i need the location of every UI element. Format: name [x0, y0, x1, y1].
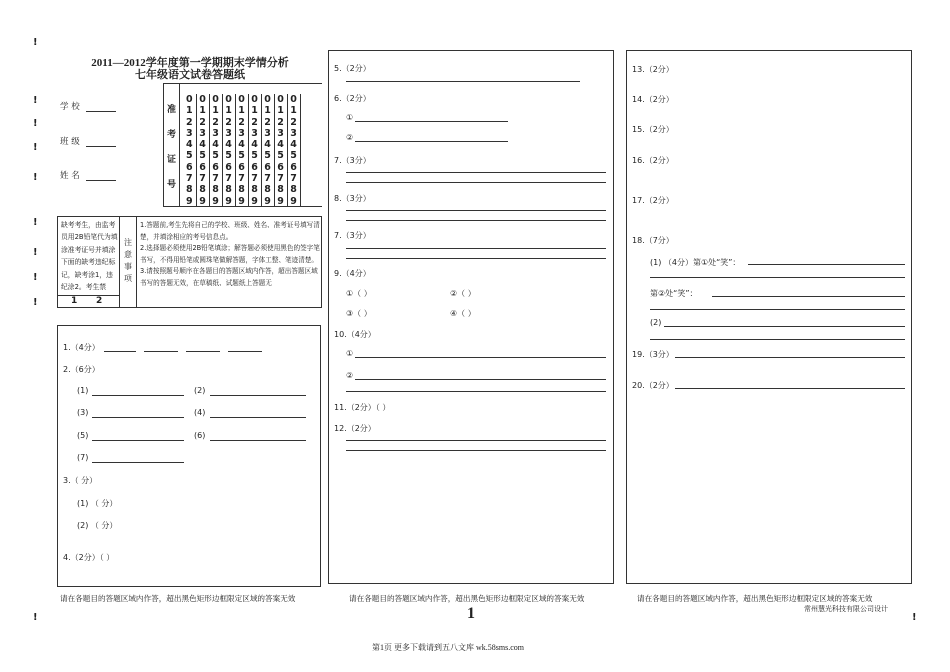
digit-cell[interactable]: 9 [209, 196, 222, 207]
q7a-label: 7.（3分） [334, 156, 371, 165]
digit-cell[interactable]: 3 [222, 128, 235, 139]
school-label: 学 校 [60, 102, 80, 112]
q8-line-2[interactable] [346, 220, 606, 221]
q2-item-7: (7) [77, 453, 89, 462]
q1-line-3[interactable] [186, 351, 220, 352]
q1-line-2[interactable] [144, 351, 178, 352]
digit-cell[interactable]: 5 [274, 150, 287, 161]
q9-item-1: ①（ ） [346, 289, 372, 298]
corner-mark-l7: ! [33, 272, 38, 283]
q3-label: 3.（ 分） [63, 476, 98, 485]
digit-cell[interactable]: 2 [261, 117, 274, 128]
q6-item-1: ① [346, 113, 354, 122]
digit-cell[interactable]: 2 [235, 117, 248, 128]
q18-part2: (2) [650, 318, 662, 327]
class-field[interactable] [60, 135, 116, 147]
digit-cell[interactable]: 5 [235, 150, 248, 161]
digit-cell[interactable]: 4 [222, 139, 235, 150]
corner-mark-l6: ! [33, 247, 38, 258]
digit-cell[interactable]: 0 [196, 94, 209, 105]
digit-cell[interactable]: 9 [274, 196, 287, 207]
digit-cell[interactable]: 8 [274, 184, 287, 195]
digit-cell[interactable]: 5 [248, 150, 261, 161]
q2-label: 2.（6分） [63, 365, 100, 374]
corner-mark-bl: ! [33, 612, 38, 623]
digit-cell[interactable]: 2 [248, 117, 261, 128]
digit-cell[interactable]: 7 [196, 173, 209, 184]
digit-cell[interactable]: 4 [183, 139, 196, 150]
q12-line-2[interactable] [346, 450, 606, 451]
q19-label: 19.（3分） [632, 350, 674, 359]
q9-item-4: ④（ ） [450, 309, 476, 318]
q7a-line-1[interactable] [346, 172, 606, 173]
digit-cell[interactable]: 3 [183, 128, 196, 139]
digit-cell[interactable]: 9 [287, 196, 300, 207]
digit-cell[interactable]: 2 [209, 117, 222, 128]
digit-cell[interactable]: 2 [222, 117, 235, 128]
q18-line-4[interactable] [650, 309, 905, 310]
digit-cell[interactable]: 6 [222, 162, 235, 173]
exam-number-grid[interactable] [183, 94, 301, 207]
q6-label: 6.（2分） [334, 94, 371, 103]
digit-cell[interactable]: 2 [183, 117, 196, 128]
digit-cell[interactable]: 0 [261, 94, 274, 105]
digit-cell[interactable]: 1 [222, 105, 235, 116]
digit-cell[interactable]: 0 [183, 94, 196, 105]
q5-line[interactable] [346, 81, 580, 82]
corner-mark-l4: ! [33, 172, 38, 183]
q3-item-2: (2) （ 分） [77, 521, 118, 530]
school-field[interactable] [60, 100, 116, 112]
q2-line-6[interactable] [210, 440, 306, 441]
name-label: 姓 名 [60, 171, 80, 181]
q20-label: 20.（2分） [632, 381, 674, 390]
digit-cell[interactable]: 6 [196, 162, 209, 173]
digit-cell[interactable]: 1 [183, 105, 196, 116]
q12-label: 12.（2分） [334, 424, 376, 433]
digit-cell[interactable]: 5 [209, 150, 222, 161]
digit-cell[interactable]: 3 [196, 128, 209, 139]
digit-cell[interactable]: 6 [261, 162, 274, 173]
digit-cell[interactable]: 5 [287, 150, 300, 161]
digit-cell[interactable]: 0 [248, 94, 261, 105]
notice-box [119, 216, 322, 308]
q18-line-2[interactable] [650, 277, 905, 278]
digit-cell[interactable]: 3 [235, 128, 248, 139]
corner-mark-l1: ! [33, 95, 38, 106]
digit-cell[interactable]: 1 [261, 105, 274, 116]
digit-cell[interactable]: 4 [261, 139, 274, 150]
q10-item-1: ① [346, 349, 354, 358]
q2-line-2[interactable] [210, 395, 306, 396]
q2-line-5[interactable] [92, 440, 184, 441]
q6-item-2: ② [346, 133, 354, 142]
digit-cell[interactable]: 1 [274, 105, 287, 116]
q2-item-1: (1) [77, 386, 89, 395]
digit-cell[interactable]: 7 [261, 173, 274, 184]
digit-cell[interactable]: 7 [274, 173, 287, 184]
digit-cell[interactable]: 9 [183, 196, 196, 207]
digit-cell[interactable]: 1 [235, 105, 248, 116]
corner-mark-tl: ! [33, 37, 38, 48]
q6-line-2[interactable] [355, 141, 508, 142]
corner-mark-br: ! [912, 612, 917, 623]
notice-item-2: 2.选择题必须使用2B铅笔填涂；解答题必须使用黑色的签字笔书写，不得用铅笔或圆珠笔做解答题，字体工整、笔迹清楚。 [140, 244, 320, 264]
bottom-caption: 第1页 更多下载请到五八文库 wk.58sms.com [372, 643, 524, 652]
absent-instruction: 缺考考生，由监考员用2B铅笔代为填涂准考证号并填涂下面的缺考违纪标记，缺考涂1，违纪涂2。考生禁 [61, 221, 118, 292]
digit-cell[interactable]: 8 [235, 184, 248, 195]
warning-3: 请在各题目的答题区域内作答，超出黑色矩形边框限定区域的答案无效 [637, 594, 873, 603]
digit-cell[interactable]: 8 [248, 184, 261, 195]
digit-cell[interactable]: 1 [196, 105, 209, 116]
corner-mark-l3: ! [33, 142, 38, 153]
digit-cell[interactable]: 9 [248, 196, 261, 207]
absent-option-2[interactable]: 2 [96, 296, 103, 306]
corner-mark-l2: ! [33, 118, 38, 129]
q10-line-3[interactable] [346, 391, 606, 392]
exam-number-label: 准 考 证 号 [164, 84, 180, 206]
digit-cell[interactable]: 7 [183, 173, 196, 184]
digit-cell[interactable]: 2 [287, 117, 300, 128]
digit-cell[interactable]: 6 [248, 162, 261, 173]
digit-cell[interactable]: 4 [287, 139, 300, 150]
digit-cell[interactable]: 1 [287, 105, 300, 116]
q7a-line-2[interactable] [346, 182, 606, 183]
q10-item-2: ② [346, 371, 354, 380]
q9-item-3: ③（ ） [346, 309, 372, 318]
digit-cell[interactable]: 0 [222, 94, 235, 105]
warning-1: 请在各题目的答题区域内作答，超出黑色矩形边框限定区域的答案无效 [60, 594, 296, 603]
company-credit: 常州慧光科技有限公司设计 [804, 605, 888, 613]
exam-number-box [163, 83, 322, 207]
q7b-line-2[interactable] [346, 258, 606, 259]
digit-cell[interactable]: 5 [222, 150, 235, 161]
sheet-title: 七年级语文试卷答题纸 [135, 69, 245, 81]
q2-line-7[interactable] [92, 462, 184, 463]
digit-cell[interactable]: 9 [235, 196, 248, 207]
corner-mark-l5: ! [33, 217, 38, 228]
notice-item-3: 3.请按照题号顺序在各题目的答题区域内作答，超出答题区域书写的答题无效，在草稿纸、试题纸上答题无 [140, 267, 318, 287]
q2-item-6: (6) [194, 431, 206, 440]
digit-cell[interactable]: 8 [222, 184, 235, 195]
digit-cell[interactable]: 4 [274, 139, 287, 150]
q18-line-1[interactable] [748, 264, 905, 265]
absent-box [57, 216, 120, 308]
digit-cell[interactable]: 7 [222, 173, 235, 184]
digit-cell[interactable]: 0 [209, 94, 222, 105]
notice-item-1: 1.答题前,考生先将自己的学校、班级、姓名、准考证号填写清楚，并填涂相应的考号信息点。 [140, 221, 320, 241]
q12-line-1[interactable] [346, 440, 606, 441]
digit-cell[interactable]: 2 [274, 117, 287, 128]
notice-label: 注 意 事 项 [120, 217, 137, 307]
q2-line-4[interactable] [210, 417, 306, 418]
digit-cell[interactable]: 4 [196, 139, 209, 150]
q5-label: 5.（2分） [334, 64, 371, 73]
q19-line[interactable] [675, 357, 905, 358]
q17-label: 17.（2分） [632, 196, 674, 205]
name-field[interactable] [60, 169, 116, 181]
digit-cell[interactable]: 9 [261, 196, 274, 207]
class-label: 班 级 [60, 137, 80, 147]
q8-line-1[interactable] [346, 210, 606, 211]
q2-line-1[interactable] [92, 395, 184, 396]
digit-cell[interactable]: 5 [261, 150, 274, 161]
q18-part1: (1) （4分）第①处“笑”： [650, 258, 741, 267]
digit-cell[interactable]: 1 [209, 105, 222, 116]
q9-item-2: ②（ ） [450, 289, 476, 298]
digit-cell[interactable]: 6 [209, 162, 222, 173]
digit-cell[interactable]: 8 [287, 184, 300, 195]
q18-label: 18.（7分） [632, 236, 674, 245]
q18-line-3[interactable] [712, 296, 905, 297]
q13-label: 13.（2分） [632, 65, 674, 74]
q7b-label: 7.（3分） [334, 231, 371, 240]
digit-cell[interactable]: 7 [248, 173, 261, 184]
digit-cell[interactable]: 8 [183, 184, 196, 195]
digit-cell[interactable]: 7 [235, 173, 248, 184]
q8-label: 8.（3分） [334, 194, 371, 203]
digit-cell[interactable]: 3 [248, 128, 261, 139]
q1-line-4[interactable] [228, 351, 262, 352]
digit-cell[interactable]: 8 [196, 184, 209, 195]
q16-label: 16.（2分） [632, 156, 674, 165]
corner-mark-l8: ! [33, 297, 38, 308]
q10-line-2[interactable] [355, 379, 606, 380]
digit-cell[interactable]: 9 [196, 196, 209, 207]
digit-cell[interactable]: 4 [248, 139, 261, 150]
digit-cell[interactable]: 0 [235, 94, 248, 105]
digit-cell[interactable]: 0 [287, 94, 300, 105]
digit-cell[interactable]: 3 [287, 128, 300, 139]
digit-cell[interactable]: 4 [209, 139, 222, 150]
digit-cell[interactable]: 7 [287, 173, 300, 184]
digit-cell[interactable]: 6 [235, 162, 248, 173]
q2-item-3: (3) [77, 408, 89, 417]
digit-cell[interactable]: 8 [261, 184, 274, 195]
q4-label: 4.（2分）（ ） [63, 553, 115, 562]
q7b-line-1[interactable] [346, 248, 606, 249]
exam-title: 2011—2012学年度第一学期期末学情分析 [91, 57, 289, 69]
q1-line-1[interactable] [104, 351, 136, 352]
q18-line-6[interactable] [650, 339, 905, 340]
digit-cell[interactable]: 6 [274, 162, 287, 173]
q6-line-1[interactable] [355, 121, 508, 122]
q18-part1b: 第②处“笑”： [650, 289, 698, 298]
digit-cell[interactable]: 0 [274, 94, 287, 105]
digit-cell[interactable]: 3 [261, 128, 274, 139]
digit-cell[interactable]: 1 [248, 105, 261, 116]
digit-cell[interactable]: 6 [287, 162, 300, 173]
q2-line-3[interactable] [92, 417, 184, 418]
q2-item-2: (2) [194, 386, 206, 395]
q18-line-5[interactable] [664, 326, 905, 327]
digit-cell[interactable]: 4 [235, 139, 248, 150]
q10-label: 10.（4分） [334, 330, 376, 339]
digit-cell[interactable]: 3 [209, 128, 222, 139]
q9-label: 9.（4分） [334, 269, 371, 278]
digit-cell[interactable]: 8 [209, 184, 222, 195]
q1-label: 1.（4分） [63, 343, 100, 352]
q14-label: 14.（2分） [632, 95, 674, 104]
warning-2: 请在各题目的答题区域内作答，超出黑色矩形边框限定区域的答案无效 [349, 594, 585, 603]
digit-cell[interactable]: 5 [196, 150, 209, 161]
digit-cell[interactable]: 3 [274, 128, 287, 139]
digit-cell[interactable]: 6 [183, 162, 196, 173]
digit-cell[interactable]: 7 [209, 173, 222, 184]
digit-cell[interactable]: 2 [196, 117, 209, 128]
absent-option-1[interactable]: 1 [71, 296, 78, 306]
digit-cell[interactable]: 9 [222, 196, 235, 207]
q20-line[interactable] [675, 388, 905, 389]
q3-item-1: (1) （ 分） [77, 499, 118, 508]
q15-label: 15.（2分） [632, 125, 674, 134]
q10-line-1[interactable] [355, 357, 606, 358]
page-number: 1 [467, 605, 475, 622]
q2-item-4: (4) [194, 408, 206, 417]
q11-label: 11.（2分）（ ） [334, 403, 391, 412]
q2-item-5: (5) [77, 431, 89, 440]
digit-cell[interactable]: 5 [183, 150, 196, 161]
